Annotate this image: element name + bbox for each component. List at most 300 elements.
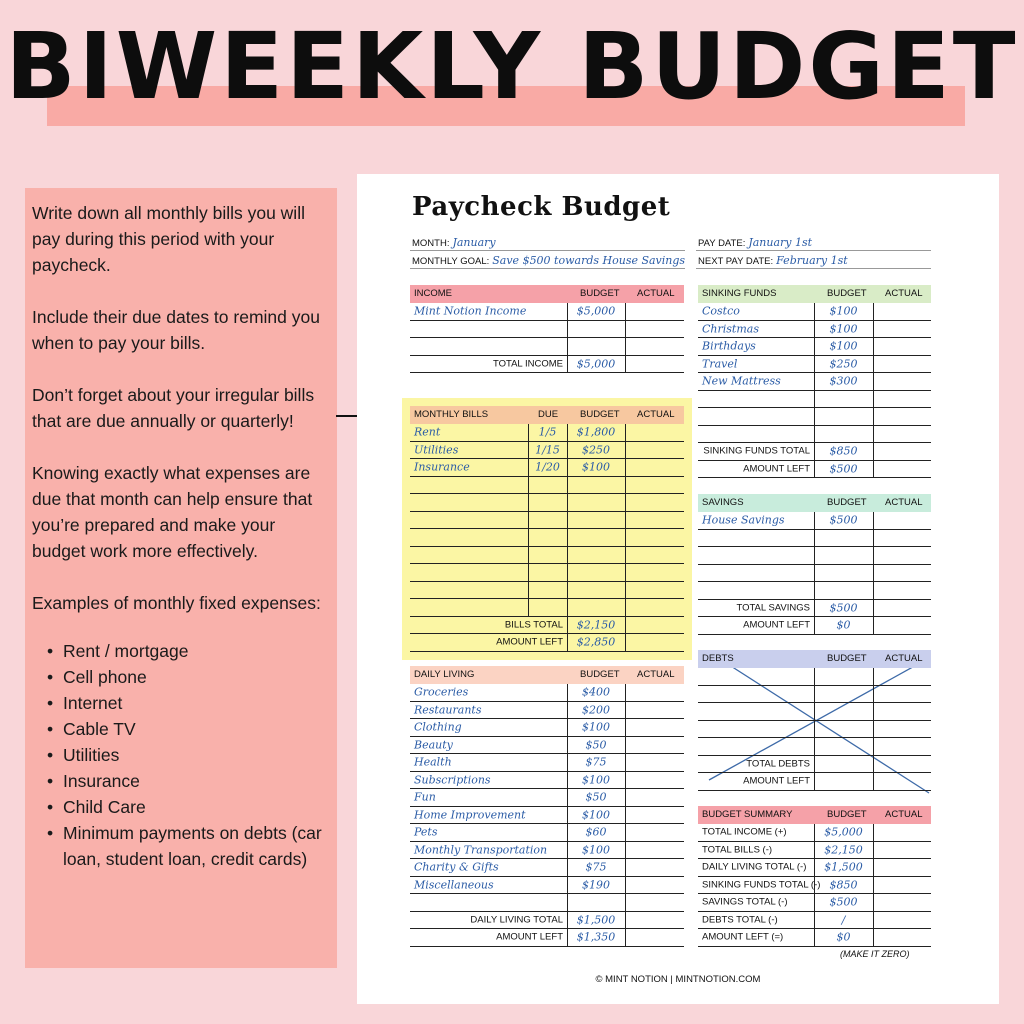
cell-divider xyxy=(814,668,815,685)
cell-divider xyxy=(567,303,568,320)
cell-divider xyxy=(873,738,874,755)
cell-divider xyxy=(814,894,815,911)
tip-paragraph: Don’t forget about your irregular bills that are due annually or quarterly! xyxy=(32,385,315,431)
cell-value: $100 xyxy=(582,843,610,857)
make-it-zero-note: (MAKE IT ZERO) xyxy=(840,949,910,959)
cell-value: Charity & Gifts xyxy=(414,860,499,874)
cell-divider xyxy=(567,737,568,754)
table-row xyxy=(410,338,684,356)
cell-divider xyxy=(567,356,568,373)
cell-divider xyxy=(625,824,626,841)
cell-divider xyxy=(873,617,874,634)
divider xyxy=(696,268,931,269)
cell-divider xyxy=(567,634,568,651)
cell-divider xyxy=(814,738,815,755)
list-item: • Insurance xyxy=(32,768,329,794)
total-label: TOTAL DEBTS xyxy=(746,758,810,770)
cell-divider xyxy=(814,824,815,841)
table-row xyxy=(698,373,931,391)
cell-divider xyxy=(625,512,626,529)
table-row xyxy=(410,494,684,512)
cell-divider xyxy=(528,547,529,564)
total-label: DAILY LIVING TOTAL xyxy=(470,914,563,926)
cell-divider xyxy=(528,599,529,616)
cell-value: $100 xyxy=(582,720,610,734)
cell-divider xyxy=(814,338,815,355)
table-row xyxy=(410,529,684,547)
total-row xyxy=(698,461,931,479)
cell-divider xyxy=(814,703,815,720)
table-row xyxy=(410,582,684,600)
column-header: BUDGET xyxy=(580,669,620,680)
total-value: $850 xyxy=(829,444,858,458)
total-value: $2,150 xyxy=(576,618,616,632)
cell-value: Monthly Transportation xyxy=(414,843,548,857)
table-row xyxy=(410,719,684,737)
cell-divider xyxy=(567,617,568,634)
cell-divider xyxy=(873,600,874,617)
cell-value: Utilities xyxy=(414,443,459,457)
cell-divider xyxy=(625,424,626,441)
cell-value: Health xyxy=(414,755,452,769)
tip-paragraph: Examples of monthly fixed expenses: xyxy=(32,593,321,613)
cell-divider xyxy=(814,391,815,408)
table-row xyxy=(698,703,931,721)
savings-header xyxy=(698,494,931,512)
cell-value: 1/5 xyxy=(538,425,557,439)
summary-label: TOTAL INCOME (+) xyxy=(702,826,787,838)
table-row xyxy=(410,894,684,912)
cell-divider xyxy=(625,303,626,320)
budget-sheet xyxy=(357,174,999,1004)
total-value: $1,500 xyxy=(576,913,616,927)
cell-divider xyxy=(625,772,626,789)
cell-divider xyxy=(567,824,568,841)
bills-table xyxy=(402,398,692,660)
cell-value: Restaurants xyxy=(414,703,482,717)
month-field xyxy=(412,236,496,249)
total-label: SINKING FUNDS TOTAL xyxy=(703,445,810,457)
table-row xyxy=(698,894,931,912)
total-row xyxy=(410,634,684,652)
cell-divider xyxy=(873,565,874,582)
list-item: • Cell phone xyxy=(32,664,329,690)
column-header: MONTHLY BILLS xyxy=(414,409,489,420)
cell-divider xyxy=(873,391,874,408)
cell-divider xyxy=(567,547,568,564)
cell-divider xyxy=(814,756,815,773)
cell-divider xyxy=(873,773,874,790)
cell-divider xyxy=(567,807,568,824)
column-header: BUDGET xyxy=(580,409,620,420)
cell-divider xyxy=(873,842,874,859)
sheet-title: Paycheck Budget xyxy=(412,192,671,222)
table-row xyxy=(698,721,931,739)
sinking-header xyxy=(698,285,931,303)
cell-divider xyxy=(814,530,815,547)
summary-table xyxy=(698,806,931,947)
cell-value: Subscriptions xyxy=(414,773,491,787)
cell-divider xyxy=(814,512,815,529)
list-item: • Minimum payments on debts (car loan, student loan, credit cards) xyxy=(32,820,329,872)
table-row xyxy=(410,477,684,495)
table-row xyxy=(698,877,931,895)
cell-value: Pets xyxy=(414,825,438,839)
summary-label: TOTAL BILLS (-) xyxy=(702,844,773,856)
table-row xyxy=(698,338,931,356)
cell-divider xyxy=(873,582,874,599)
total-value: $2,850 xyxy=(576,635,616,649)
cell-divider xyxy=(625,356,626,373)
cell-value: $75 xyxy=(585,860,607,874)
cell-value: Home Improvement xyxy=(414,808,526,822)
cell-divider xyxy=(814,929,815,946)
cell-divider xyxy=(625,702,626,719)
column-header: ACTUAL xyxy=(637,409,675,420)
total-label: AMOUNT LEFT xyxy=(496,636,563,648)
cell-divider xyxy=(567,529,568,546)
cell-value: $850 xyxy=(829,878,858,892)
cell-divider xyxy=(567,702,568,719)
cell-value: $100 xyxy=(582,460,610,474)
cell-divider xyxy=(873,530,874,547)
table-row xyxy=(410,859,684,877)
table-row xyxy=(410,737,684,755)
divider xyxy=(696,250,931,251)
cell-value: Insurance xyxy=(414,460,470,474)
month-value: January xyxy=(452,236,496,249)
cell-value: $500 xyxy=(829,513,858,527)
table-row xyxy=(410,459,684,477)
cell-divider xyxy=(567,321,568,338)
summary-label: DAILY LIVING TOTAL (-) xyxy=(702,861,807,873)
table-row xyxy=(410,564,684,582)
table-row xyxy=(410,789,684,807)
list-item: • Internet xyxy=(32,690,329,716)
table-row xyxy=(698,582,931,600)
cell-divider xyxy=(814,600,815,617)
income-header xyxy=(410,285,684,303)
total-row xyxy=(698,617,931,635)
cell-divider xyxy=(567,912,568,929)
cell-divider xyxy=(814,842,815,859)
divider xyxy=(410,268,685,269)
cell-divider xyxy=(873,894,874,911)
cell-divider xyxy=(625,719,626,736)
cell-divider xyxy=(814,321,815,338)
tips-panel xyxy=(25,188,337,968)
total-label: AMOUNT LEFT xyxy=(496,931,563,943)
cell-divider xyxy=(873,512,874,529)
column-header: SINKING FUNDS xyxy=(702,288,777,299)
tip-paragraph: Include their due dates to remind you when to pay your bills. xyxy=(32,307,320,353)
table-row xyxy=(698,512,931,530)
cell-value: $500 xyxy=(829,895,858,909)
table-row xyxy=(698,426,931,444)
cell-divider xyxy=(873,721,874,738)
cell-value: $1,500 xyxy=(824,860,863,874)
total-label: AMOUNT LEFT xyxy=(743,619,810,631)
cell-divider xyxy=(528,529,529,546)
goal-label: MONTHLY GOAL: xyxy=(412,256,490,267)
cell-divider xyxy=(873,461,874,478)
cell-value: $60 xyxy=(585,825,607,839)
cell-divider xyxy=(873,303,874,320)
cell-divider xyxy=(814,408,815,425)
column-header: ACTUAL xyxy=(885,653,923,664)
cell-value: $100 xyxy=(582,773,610,787)
cell-divider xyxy=(625,894,626,911)
column-header: BUDGET SUMMARY xyxy=(702,809,793,820)
tip-paragraph: Write down all monthly bills you will pay during this period with your paycheck. xyxy=(32,203,305,275)
cell-divider xyxy=(625,737,626,754)
sinking-table xyxy=(698,285,931,478)
cell-divider xyxy=(567,754,568,771)
cell-divider xyxy=(567,859,568,876)
table-row xyxy=(410,303,684,321)
summary-header xyxy=(698,806,931,824)
cell-divider xyxy=(814,773,815,790)
cell-divider xyxy=(625,929,626,946)
cell-divider xyxy=(528,459,529,476)
cell-divider xyxy=(625,634,626,651)
column-header: BUDGET xyxy=(827,288,867,299)
cell-divider xyxy=(814,617,815,634)
cell-value: $2,150 xyxy=(824,843,863,857)
cell-divider xyxy=(528,494,529,511)
cell-divider xyxy=(873,547,874,564)
table-row xyxy=(410,842,684,860)
cell-divider xyxy=(873,443,874,460)
table-row xyxy=(410,877,684,895)
cell-value: $100 xyxy=(829,322,858,336)
column-header: DAILY LIVING xyxy=(414,669,475,680)
total-label: AMOUNT LEFT xyxy=(743,775,810,787)
paydate-field xyxy=(698,236,812,249)
cell-value: Fun xyxy=(414,790,436,804)
footer-credit: © MINT NOTION | MINTNOTION.COM xyxy=(595,974,761,985)
cell-value: $50 xyxy=(585,738,607,752)
cell-divider xyxy=(567,494,568,511)
table-row xyxy=(410,702,684,720)
cell-divider xyxy=(567,582,568,599)
page-title: BIWEEKLY BUDGET xyxy=(5,13,1019,120)
cell-divider xyxy=(625,912,626,929)
cell-value: $5,000 xyxy=(824,825,863,839)
table-row xyxy=(410,684,684,702)
cell-value: Birthdays xyxy=(702,339,756,353)
cell-divider xyxy=(625,564,626,581)
cell-divider xyxy=(814,859,815,876)
column-header: BUDGET xyxy=(827,497,867,508)
table-row xyxy=(698,929,931,947)
cell-divider xyxy=(873,373,874,390)
cell-value: $5,000 xyxy=(576,304,616,318)
table-row xyxy=(698,547,931,565)
table-row xyxy=(698,842,931,860)
table-row xyxy=(410,424,684,442)
cell-divider xyxy=(625,459,626,476)
column-header: DUE xyxy=(538,409,559,420)
total-label: TOTAL SAVINGS xyxy=(736,602,810,614)
cell-value: $75 xyxy=(585,755,607,769)
total-row xyxy=(410,356,684,374)
column-header: ACTUAL xyxy=(885,288,923,299)
total-row xyxy=(698,443,931,461)
table-row xyxy=(410,442,684,460)
cell-divider xyxy=(625,807,626,824)
table-row xyxy=(698,668,931,686)
cell-divider xyxy=(873,877,874,894)
cell-divider xyxy=(873,756,874,773)
daily-header xyxy=(410,666,684,684)
cell-value: 1/15 xyxy=(535,443,560,457)
cell-value: $1,800 xyxy=(576,425,616,439)
cell-divider xyxy=(625,477,626,494)
cell-value: Miscellaneous xyxy=(414,878,494,892)
cell-divider xyxy=(567,442,568,459)
table-row xyxy=(410,547,684,565)
goal-field xyxy=(412,254,685,267)
cell-divider xyxy=(625,859,626,876)
cell-value: 1/20 xyxy=(535,460,560,474)
cell-divider xyxy=(625,617,626,634)
cell-divider xyxy=(873,686,874,703)
cell-divider xyxy=(567,719,568,736)
cell-divider xyxy=(625,321,626,338)
column-header: SAVINGS xyxy=(702,497,744,508)
table-row xyxy=(698,824,931,842)
cell-divider xyxy=(873,408,874,425)
cell-value: $50 xyxy=(585,790,607,804)
column-header: ACTUAL xyxy=(885,809,923,820)
cell-divider xyxy=(567,459,568,476)
cell-divider xyxy=(567,772,568,789)
paydate-label: PAY DATE: xyxy=(698,238,746,249)
table-row xyxy=(698,565,931,583)
cell-divider xyxy=(625,494,626,511)
column-header: DEBTS xyxy=(702,653,734,664)
cell-value: $400 xyxy=(582,685,610,699)
cell-divider xyxy=(528,477,529,494)
divider xyxy=(410,250,685,251)
nextpay-field xyxy=(698,254,848,267)
cell-divider xyxy=(814,461,815,478)
cell-value: $300 xyxy=(829,374,858,388)
total-row xyxy=(698,773,931,791)
table-row xyxy=(698,738,931,756)
cell-value: $200 xyxy=(582,703,610,717)
cell-value: Costco xyxy=(702,304,740,318)
cell-divider xyxy=(873,426,874,443)
cell-divider xyxy=(625,842,626,859)
summary-label: AMOUNT LEFT (=) xyxy=(702,931,784,943)
cell-divider xyxy=(814,686,815,703)
total-value: $500 xyxy=(829,601,858,615)
cell-value: $100 xyxy=(829,339,858,353)
table-row xyxy=(410,824,684,842)
cell-value: Beauty xyxy=(414,738,453,752)
cell-value: Mint Notion Income xyxy=(414,304,527,318)
cell-value: Clothing xyxy=(414,720,462,734)
goal-value: Save $500 towards House Savings xyxy=(492,254,686,267)
total-label: BILLS TOTAL xyxy=(504,619,563,631)
column-header: ACTUAL xyxy=(885,497,923,508)
cell-divider xyxy=(567,564,568,581)
debts-table xyxy=(698,650,931,791)
cell-divider xyxy=(814,356,815,373)
cell-divider xyxy=(625,547,626,564)
cell-divider xyxy=(625,442,626,459)
cell-divider xyxy=(567,842,568,859)
cell-value: $250 xyxy=(582,443,610,457)
cell-divider xyxy=(567,929,568,946)
cell-value: $100 xyxy=(582,808,610,822)
total-value: $500 xyxy=(829,462,858,476)
cell-divider xyxy=(528,582,529,599)
column-header: ACTUAL xyxy=(637,669,675,680)
column-header: BUDGET xyxy=(580,288,620,299)
cell-divider xyxy=(873,321,874,338)
cell-divider xyxy=(567,877,568,894)
cell-divider xyxy=(873,703,874,720)
table-row xyxy=(698,303,931,321)
list-item: • Rent / mortgage xyxy=(32,638,329,664)
paydate-value: January 1st xyxy=(748,236,813,249)
total-value: $0 xyxy=(836,618,851,632)
cell-divider xyxy=(567,338,568,355)
cell-value: $0 xyxy=(836,930,851,944)
income-table xyxy=(410,285,684,373)
cell-divider xyxy=(814,912,815,929)
cell-value: Christmas xyxy=(702,322,759,336)
cell-divider xyxy=(528,424,529,441)
total-row xyxy=(698,756,931,774)
cell-divider xyxy=(528,442,529,459)
cell-value: Travel xyxy=(702,357,738,371)
summary-label: DEBTS TOTAL (-) xyxy=(702,914,778,926)
total-label: AMOUNT LEFT xyxy=(743,463,810,475)
cell-divider xyxy=(567,477,568,494)
column-header: ACTUAL xyxy=(637,288,675,299)
cell-divider xyxy=(567,789,568,806)
cell-divider xyxy=(814,582,815,599)
cell-value: New Mattress xyxy=(702,374,781,388)
cell-divider xyxy=(814,547,815,564)
table-row xyxy=(698,356,931,374)
summary-label: SAVINGS TOTAL (-) xyxy=(702,896,788,908)
list-item: • Cable TV xyxy=(32,716,329,742)
cell-divider xyxy=(873,912,874,929)
cell-divider xyxy=(625,684,626,701)
table-row xyxy=(698,391,931,409)
total-row xyxy=(410,929,684,947)
cell-divider xyxy=(625,529,626,546)
cell-divider xyxy=(528,564,529,581)
cell-value: $250 xyxy=(829,357,858,371)
total-row xyxy=(410,617,684,635)
cell-divider xyxy=(567,684,568,701)
table-row xyxy=(698,686,931,704)
total-row xyxy=(410,912,684,930)
table-row xyxy=(410,754,684,772)
cell-divider xyxy=(567,599,568,616)
cell-divider xyxy=(625,338,626,355)
cell-divider xyxy=(567,512,568,529)
debts-header xyxy=(698,650,931,668)
cell-value: Groceries xyxy=(414,685,469,699)
table-row xyxy=(698,859,931,877)
